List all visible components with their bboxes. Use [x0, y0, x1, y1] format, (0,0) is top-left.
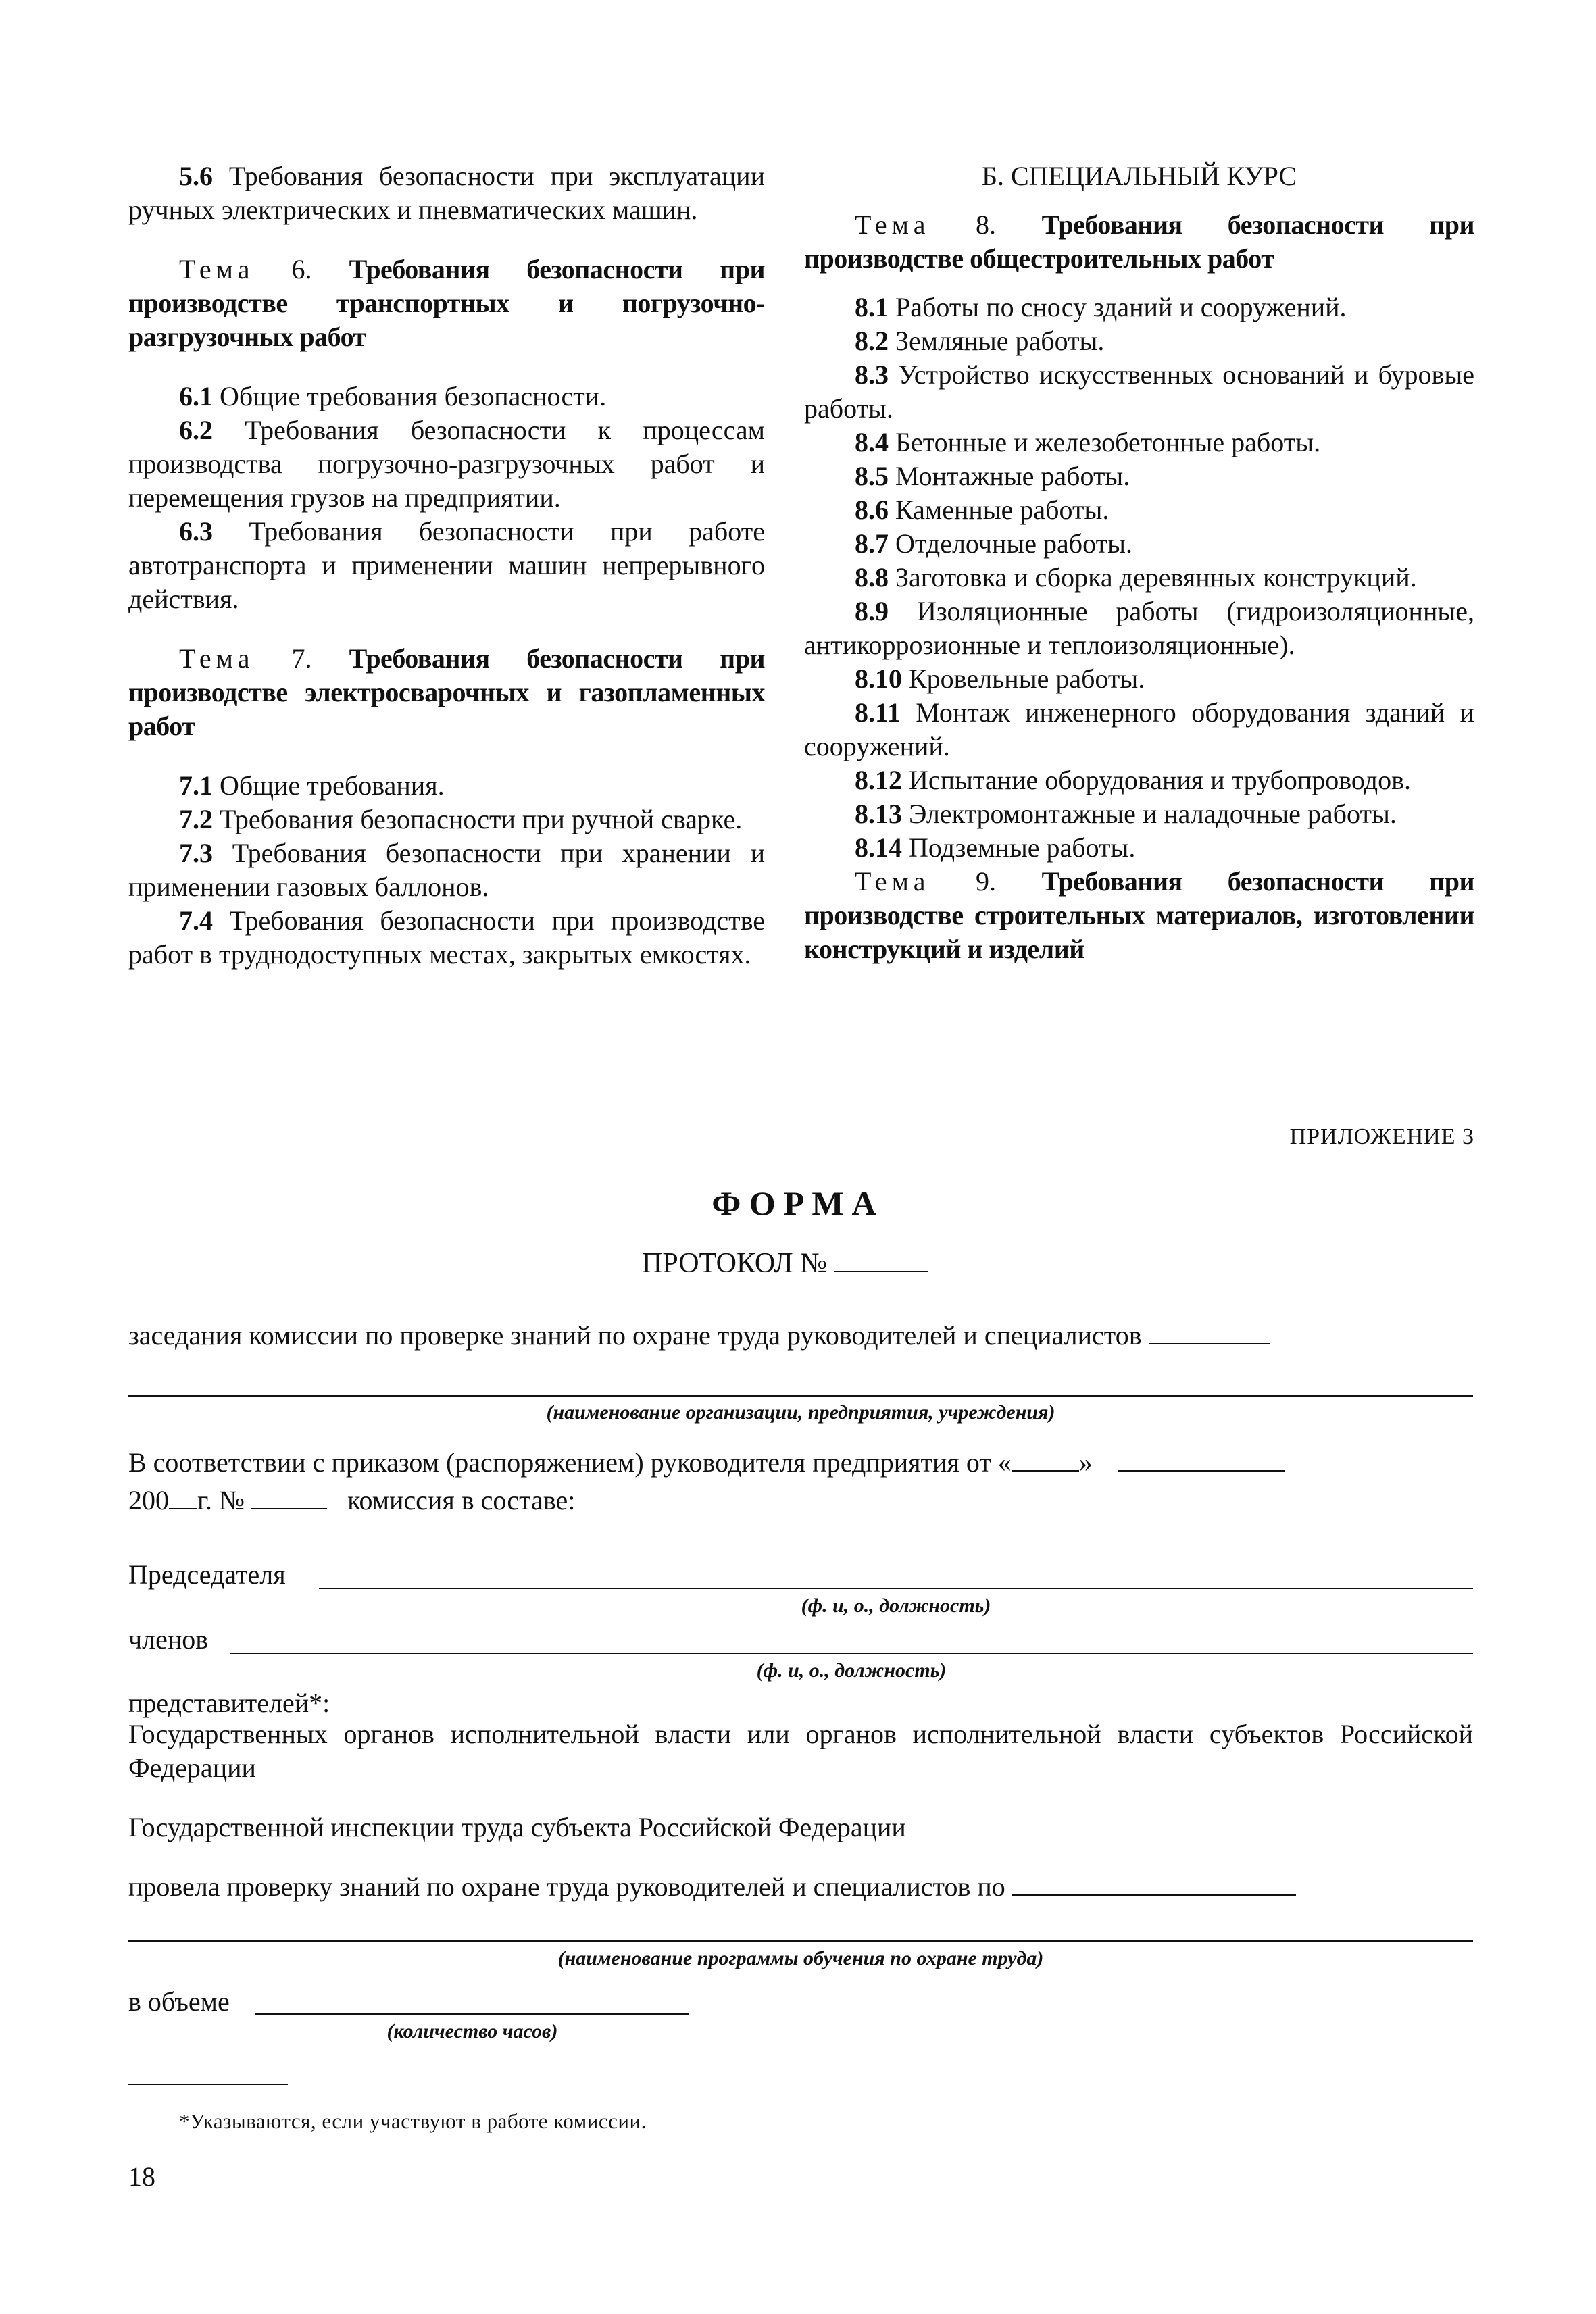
page-number: 18: [128, 2161, 155, 2192]
item-8-9: 8.9 Изоляционные работы (гидроизоляционные, антикоррозионные и теплоизоляционные).: [804, 596, 1474, 660]
representatives-label: представителей*:: [128, 1688, 330, 1718]
form-line-3: 200 г. № комиссия в составе:: [128, 1485, 576, 1515]
org-blank-1[interactable]: [1149, 1320, 1270, 1344]
item-6-1: 6.1 Общие требования безопасности.: [179, 381, 607, 411]
protocol-number-blank[interactable]: [834, 1248, 928, 1272]
gov-bodies-text: Государственных органов исполнительной власти или органов исполнительной власти субъектов Российской Федерации: [128, 1719, 1473, 1783]
item-8-3: 8.3 Устройство искусственных оснований и буровые работы.: [804, 359, 1474, 424]
order-number-blank[interactable]: [251, 1485, 327, 1509]
left-column: [128, 159, 765, 972]
year-blank[interactable]: [169, 1485, 197, 1509]
topic-8-heading: Тема 8. Требования безопасности при производстве общестроительных работ: [804, 209, 1475, 274]
footnote: *Указываются, если участвуют в работе комиссии.: [179, 2109, 647, 2133]
volume-field[interactable]: [255, 2013, 689, 2015]
chairman-field[interactable]: [319, 1588, 1473, 1589]
chairman-row: Председателя: [128, 1559, 286, 1590]
item-7-4: 7.4 Требования безопасности при производстве работ в труднодоступных местах, закрытых емкостях.: [128, 905, 765, 970]
item-8-13: 8.13 Электромонтажные и наладочные работы.: [855, 799, 1397, 829]
item-8-2: 8.2 Земляные работы.: [855, 326, 1105, 356]
right-column: [804, 159, 1474, 966]
form-title: ФОРМА: [712, 1184, 884, 1222]
volume-row: в объеме: [128, 1986, 230, 2017]
caption-fio-1: (ф. и, о., должность): [801, 1594, 991, 1617]
topic-7-heading: Тема 7. Требования безопасности при производстве электросварочных и газопламенных работ: [128, 643, 766, 741]
program-blank-1[interactable]: [1012, 1871, 1296, 1896]
inspection-text: Государственной инспекции труда субъекта Российской Федерации: [128, 1812, 906, 1842]
form-line-2: В соответствии с приказом (распоряжением) руководителя предприятия от « »: [128, 1446, 1285, 1480]
item-8-12: 8.12 Испытание оборудования и трубопроводов.: [855, 765, 1411, 795]
check-line: провела проверку знаний по охране труда руководителей и специалистов по: [128, 1870, 1296, 1904]
item-7-3: 7.3 Требования безопасности при хранении и применении газовых баллонов.: [128, 838, 765, 902]
item-8-14: 8.14 Подземные работы.: [855, 832, 1136, 863]
org-line[interactable]: [128, 1395, 1473, 1397]
members-row: членов: [128, 1624, 209, 1655]
order-month-blank[interactable]: [1118, 1447, 1285, 1472]
item-8-7: 8.7 Отделочные работы.: [855, 528, 1132, 559]
item-8-11: 8.11 Монтаж инженерного оборудования зданий и сооружений.: [804, 697, 1474, 761]
order-day-blank[interactable]: [1012, 1447, 1079, 1472]
item-6-2: 6.2 Требования безопасности к процессам производства погрузочно-разгрузочных работ и перемещения грузов на предприятии.: [128, 415, 765, 513]
item-8-10: 8.10 Кровельные работы.: [855, 663, 1145, 694]
item-8-1: 8.1 Работы по сносу зданий и сооружений.: [855, 292, 1347, 322]
caption-fio-2: (ф. и, о., должность): [756, 1659, 947, 1682]
item-6-3: 6.3 Требования безопасности при работе автотранспорта и применении машин непрерывного действия.: [128, 516, 765, 614]
program-line[interactable]: [128, 1940, 1473, 1942]
protocol-title: ПРОТОКОЛ №: [642, 1247, 928, 1280]
form-line-1: заседания комиссии по проверке знаний по охране труда руководителей и специалистов: [128, 1319, 1270, 1353]
caption-hours: (количество часов): [386, 2020, 558, 2042]
item-7-1: 7.1 Общие требования.: [179, 770, 445, 801]
caption-program: (наименование программы обучения по охране труда): [557, 1947, 1044, 1969]
topic-6-heading: Тема 6. Требования безопасности при производстве транспортных и погрузочно-разгрузочных работ: [128, 254, 766, 352]
item-7-2: 7.2 Требования безопасности при ручной сварке.: [179, 804, 743, 834]
members-field[interactable]: [230, 1653, 1473, 1654]
item-8-4: 8.4 Бетонные и железобетонные работы.: [855, 427, 1321, 457]
footnote-rule: [128, 2084, 288, 2085]
item-8-6: 8.6 Каменные работы.: [855, 495, 1109, 525]
topic-9-heading: Тема 9. Требования безопасности при производстве строительных материалов, изготовлении конструкций и изделий: [804, 866, 1475, 964]
item-8-5: 8.5 Монтажные работы.: [855, 461, 1130, 491]
caption-org: (наименование организации, предприятия, учреждения): [546, 1401, 1055, 1424]
appendix-label: ПРИЛОЖЕНИЕ 3: [1289, 1124, 1474, 1149]
item-5-6: 5.6 Требования безопасности при эксплуатации ручных электрических и пневматических машин.: [128, 161, 765, 225]
item-8-8: 8.8 Заготовка и сборка деревянных конструкций.: [855, 562, 1417, 593]
section-heading: Б. СПЕЦИАЛЬНЫЙ КУРС: [982, 161, 1297, 191]
